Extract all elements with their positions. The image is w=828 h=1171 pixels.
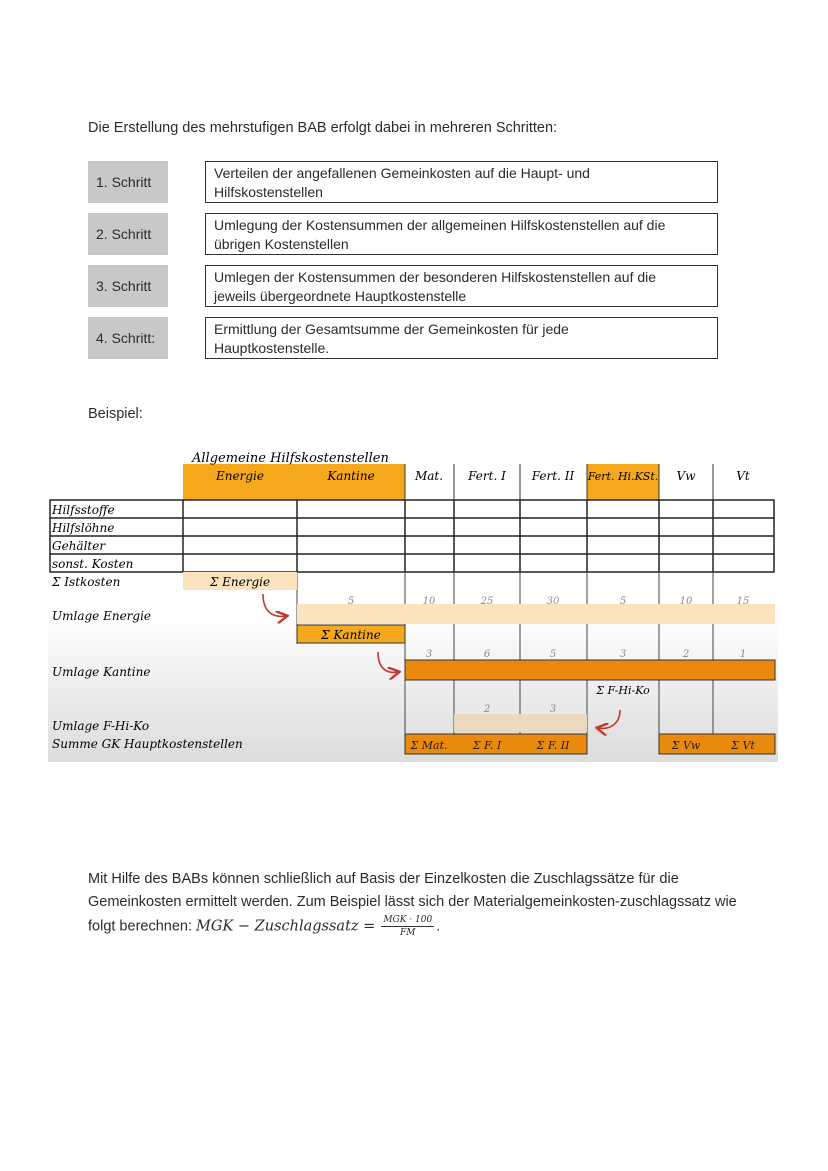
ue-kantine: 5 — [347, 596, 355, 607]
umlage-kantine-band — [405, 660, 775, 680]
step-2-description: Umlegung der Kostensummen der allgemeinen Hilfskostenstellen auf die übrigen Kostenstellen — [205, 213, 718, 255]
row-umlage-fhiko: Umlage F-Hi-Ko — [52, 719, 150, 733]
beispiel-label: Beispiel: — [88, 406, 143, 422]
uk-fhikst: 3 — [619, 649, 627, 660]
step-3-label: 3. Schritt — [88, 265, 168, 307]
sum-energie: Σ Energie — [209, 575, 271, 589]
final-mat: Σ Mat. — [410, 739, 448, 752]
ue-fhikst: 5 — [619, 596, 627, 607]
step-4 — [88, 317, 718, 359]
row-hilfsloehne: Hilfslöhne — [52, 521, 115, 535]
umlage-fhiko-band — [454, 714, 587, 732]
sum-kantine: Σ Kantine — [321, 628, 381, 642]
ue-vt: 15 — [736, 596, 750, 607]
row-summe-gk: Summe GK Hauptkostenstellen — [52, 737, 243, 751]
ue-mat: 10 — [422, 596, 436, 607]
col-vt: Vt — [736, 469, 750, 483]
uk-fert2: 5 — [549, 649, 557, 660]
final-vw: Σ Vw — [671, 739, 701, 752]
formula-lhs: MGK − Zuschlagssatz = — [196, 918, 376, 935]
col-mat: Mat. — [414, 469, 444, 483]
uk-fert1: 6 — [483, 649, 491, 660]
step-4-label: 4. Schritt: — [88, 317, 168, 359]
uf-fert1: 2 — [483, 704, 491, 715]
umlage-energie-band — [297, 604, 775, 624]
col-vw: Vw — [676, 469, 696, 483]
row-umlage-energie: Umlage Energie — [52, 609, 152, 623]
step-4-description: Ermittlung der Gesamtsumme der Gemeinkosten für jede Hauptkostenstelle. — [205, 317, 718, 359]
col-fert-hikst: Fert. Hi.KSt. — [587, 470, 659, 483]
col-fert-2: Fert. II — [531, 469, 575, 483]
bab-figure — [48, 444, 780, 764]
step-3-description: Umlegen der Kostensummen der besonderen Hilfskostenstellen auf die jeweils übergeordnete Hauptkostenstelle — [205, 265, 718, 307]
row-umlage-kantine: Umlage Kantine — [52, 665, 151, 679]
ue-vw: 10 — [679, 596, 693, 607]
col-energie: Energie — [216, 469, 264, 483]
col-kantine: Kantine — [327, 469, 375, 483]
row-gehaelter: Gehälter — [52, 539, 106, 553]
row-hilfsstoffe: Hilfsstoffe — [52, 503, 115, 517]
final-fert2: Σ F. II — [536, 739, 570, 752]
row-sonst-kosten: sonst. Kosten — [52, 557, 134, 571]
step-3 — [88, 265, 718, 307]
step-1 — [88, 161, 718, 203]
uk-vw: 2 — [682, 649, 690, 660]
group-header: Allgemeine Hilfskostenstellen — [192, 451, 389, 466]
intro-text: Die Erstellung des mehrstufigen BAB erfolgt dabei in mehreren Schritten: — [88, 120, 558, 136]
uk-vt: 1 — [739, 649, 747, 660]
ue-fert1: 25 — [480, 596, 494, 607]
ue-fert2: 30 — [546, 596, 560, 607]
uf-fert2: 3 — [549, 704, 557, 715]
step-2-label: 2. Schritt — [88, 213, 168, 255]
step-1-description: Verteilen der angefallenen Gemeinkosten auf die Haupt- und Hilfskostenstellen — [205, 161, 718, 203]
step-2 — [88, 213, 718, 255]
final-vt: Σ Vt — [731, 739, 755, 752]
final-fert1: Σ F. I — [472, 739, 502, 752]
cost-grid — [50, 500, 774, 572]
arrow-energie-icon — [263, 594, 286, 616]
formula-fraction: $\frac{\text{MGK · 100}}{FM}$ — [383, 915, 433, 938]
col-fert-1: Fert. I — [468, 469, 506, 483]
row-istkosten: Σ Istkosten — [52, 575, 121, 589]
uk-mat: 3 — [425, 649, 433, 660]
sum-fhiko: Σ F-Hi-Ko — [596, 684, 650, 697]
outro-paragraph: Mit Hilfe des BABs können schließlich auf Basis der Einzelkosten die Zuschlagssätze für die Gemeinkosten ermittelt werden. Zum Beispiel lässt sich der Materialgemeinkosten-zuschlagssatz wie folgt berechnen: MGK − Zuschlagssatz = $\frac{\text{MGK · 100}}{FM}$ . — [88, 871, 737, 938]
step-1-label: 1. Schritt — [88, 161, 168, 203]
